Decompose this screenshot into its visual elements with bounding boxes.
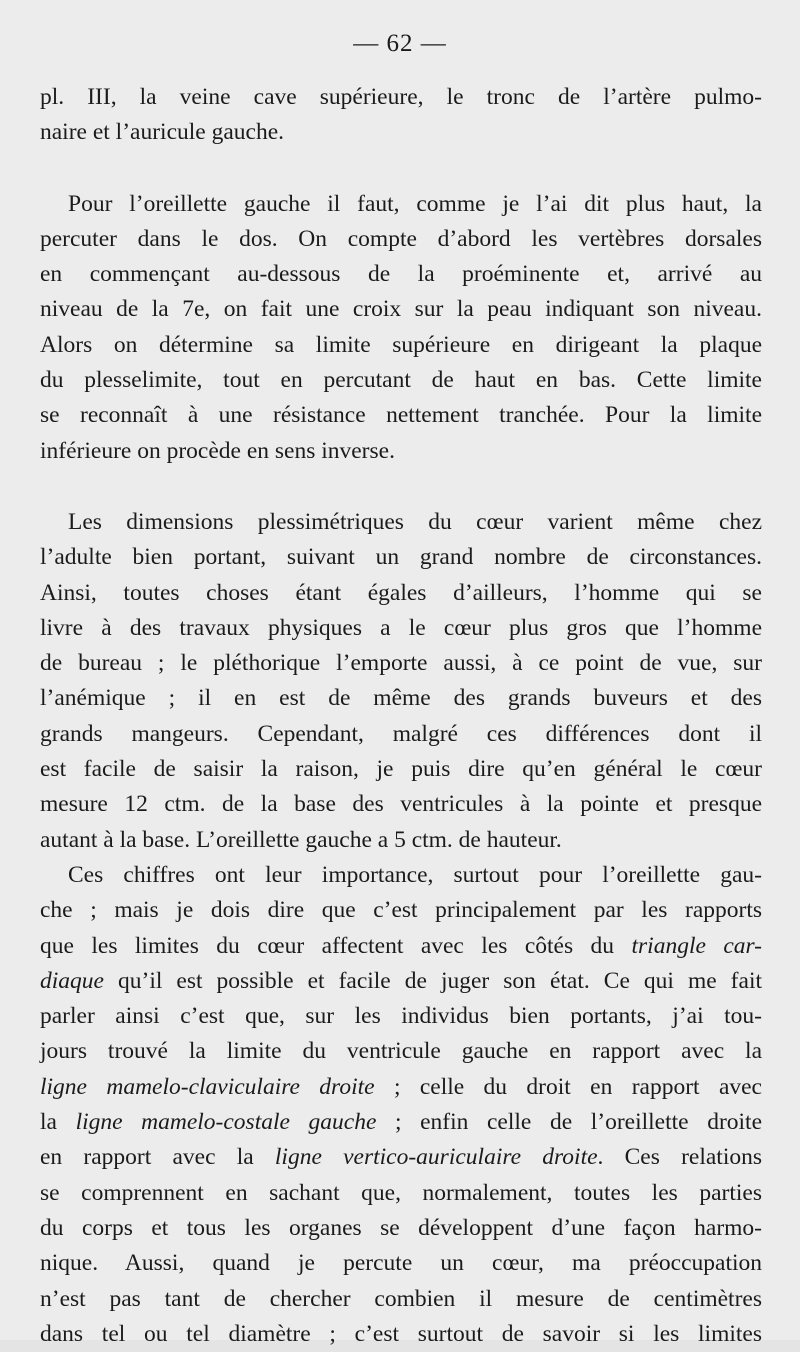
italic-text: triangle car- [631, 932, 763, 959]
text-line [40, 292, 762, 327]
text-run: Ces chiffres ont leur importance, surtout pour l’oreillette gau- [68, 861, 762, 888]
text-line [40, 328, 762, 363]
text-run: che ; mais je dois dire que c’est principalement par les rapports [40, 897, 762, 924]
text-line [40, 115, 762, 150]
text-run: ; celle du droit en rapport avec [374, 1073, 762, 1100]
text-run: du corps et tous les organes se développent d’une façon harmo- [40, 1214, 762, 1241]
text-line [40, 222, 762, 257]
text-run: naire et l’auricule gauche. [40, 119, 284, 146]
text-line [40, 1176, 762, 1211]
text-run: qu’il est possible et facile de juger son état. Ce qui me fait [103, 967, 762, 994]
text-line [40, 1246, 762, 1281]
text-run: se comprennent en sachant que, normalement, toutes les parties [40, 1179, 762, 1206]
text-run: en commençant au-dessous de la proéminente et, arrivé au [40, 261, 762, 288]
text-run: mesure 12 ctm. de la base des ventricules à la pointe et presque [40, 791, 762, 818]
text-line [40, 823, 762, 858]
text-run: Les dimensions plessimétriques du cœur varient même chez [68, 508, 762, 535]
text-run: grands mangeurs. Cependant, malgré ces différences dont il [40, 720, 762, 747]
text-run: du plesselimite, tout en percutant de haut en bas. Cette limite [40, 367, 762, 394]
text-line [40, 929, 762, 964]
text-line [40, 717, 762, 752]
text-line [40, 893, 762, 928]
italic-text: ligne mamelo-claviculaire droite [40, 1073, 375, 1100]
text-run: est facile de saisir la raison, je puis dire qu’en général le cœur [40, 756, 762, 783]
text-run: parler ainsi c’est que, sur les individus bien portants, j’ai tou- [40, 1003, 762, 1030]
text-run: n’est pas tant de chercher combien il mesure de centimètres [40, 1285, 762, 1312]
text-run: autant à la base. L’oreillette gauche a 5 ctm. de hauteur. [40, 826, 562, 853]
text-line [40, 398, 762, 433]
text-line [40, 363, 762, 398]
text-line [40, 505, 762, 540]
text-line [40, 1317, 762, 1352]
text-run: nique. Aussi, quand je percute un cœur, ma préoccupation [40, 1250, 762, 1277]
text-run: Alors on détermine sa limite supérieure en dirigeant la plaque [40, 331, 762, 358]
text-line [40, 540, 762, 575]
text-run: se reconnaît à une résistance nettement tranchée. Pour la limite [40, 402, 762, 429]
text-line [40, 187, 762, 222]
text-line [40, 1034, 762, 1069]
text-run: dans tel ou tel diamètre ; c’est surtout de savoir si les limites [40, 1320, 762, 1347]
paragraph-gap [40, 469, 762, 505]
text-line [40, 787, 762, 822]
text-line [40, 1211, 762, 1246]
italic-text: diaque [40, 967, 104, 994]
text-line [40, 80, 762, 115]
text-line [40, 1282, 762, 1317]
italic-text: ligne vertico-auriculaire droite [274, 1144, 598, 1171]
text-run: que les limites du cœur affectent avec les côtés du [40, 932, 632, 959]
text-run: ; enfin celle de l’oreillette droite [376, 1109, 763, 1136]
text-run: livre à des travaux physiques a le cœur plus gros que l’homme [40, 614, 762, 641]
text-line [40, 858, 762, 893]
text-line [40, 964, 762, 999]
text-run: l’adulte bien portant, suivant un grand nombre de circonstances. [40, 544, 762, 571]
text-run: pl. III, la veine cave supérieure, le tronc de l’artère pulmo- [40, 84, 762, 110]
text-run: la [40, 1109, 76, 1136]
text-line [40, 646, 762, 681]
text-line [40, 999, 762, 1034]
text-line [40, 752, 762, 787]
text-run: percuter dans le dos. On compte d’abord les vertèbres dorsales [40, 225, 762, 252]
text-run: . Ces relations [597, 1144, 763, 1171]
body-text [40, 80, 762, 1352]
italic-text: ligne mamelo-costale gauche [75, 1109, 377, 1136]
text-line [40, 611, 762, 646]
text-run: l’anémique ; il en est de même des grands buveurs et des [40, 685, 762, 712]
text-run: Ainsi, toutes choses étant égales d’ailleurs, l’homme qui se [40, 579, 762, 606]
text-run: niveau de la 7e, on fait une croix sur la peau indiquant son niveau. [40, 296, 762, 323]
text-run: en rapport avec la [40, 1144, 275, 1171]
text-line [40, 681, 762, 716]
paragraph-gap [40, 151, 762, 187]
text-line [40, 1070, 762, 1105]
text-line [40, 576, 762, 611]
text-line [40, 1105, 762, 1140]
text-line [40, 257, 762, 292]
text-run: inférieure on procède en sens inverse. [40, 437, 395, 464]
text-run: de bureau ; le pléthorique l’emporte aussi, à ce point de vue, sur [40, 650, 762, 677]
text-run: jours trouvé la limite du ventricule gauche en rapport avec la [40, 1038, 762, 1065]
text-line [40, 1140, 762, 1175]
text-run: Pour l’oreillette gauche il faut, comme je l’ai dit plus haut, la [68, 190, 762, 217]
page-number: — 62 — [353, 30, 447, 57]
text-line [40, 434, 762, 469]
